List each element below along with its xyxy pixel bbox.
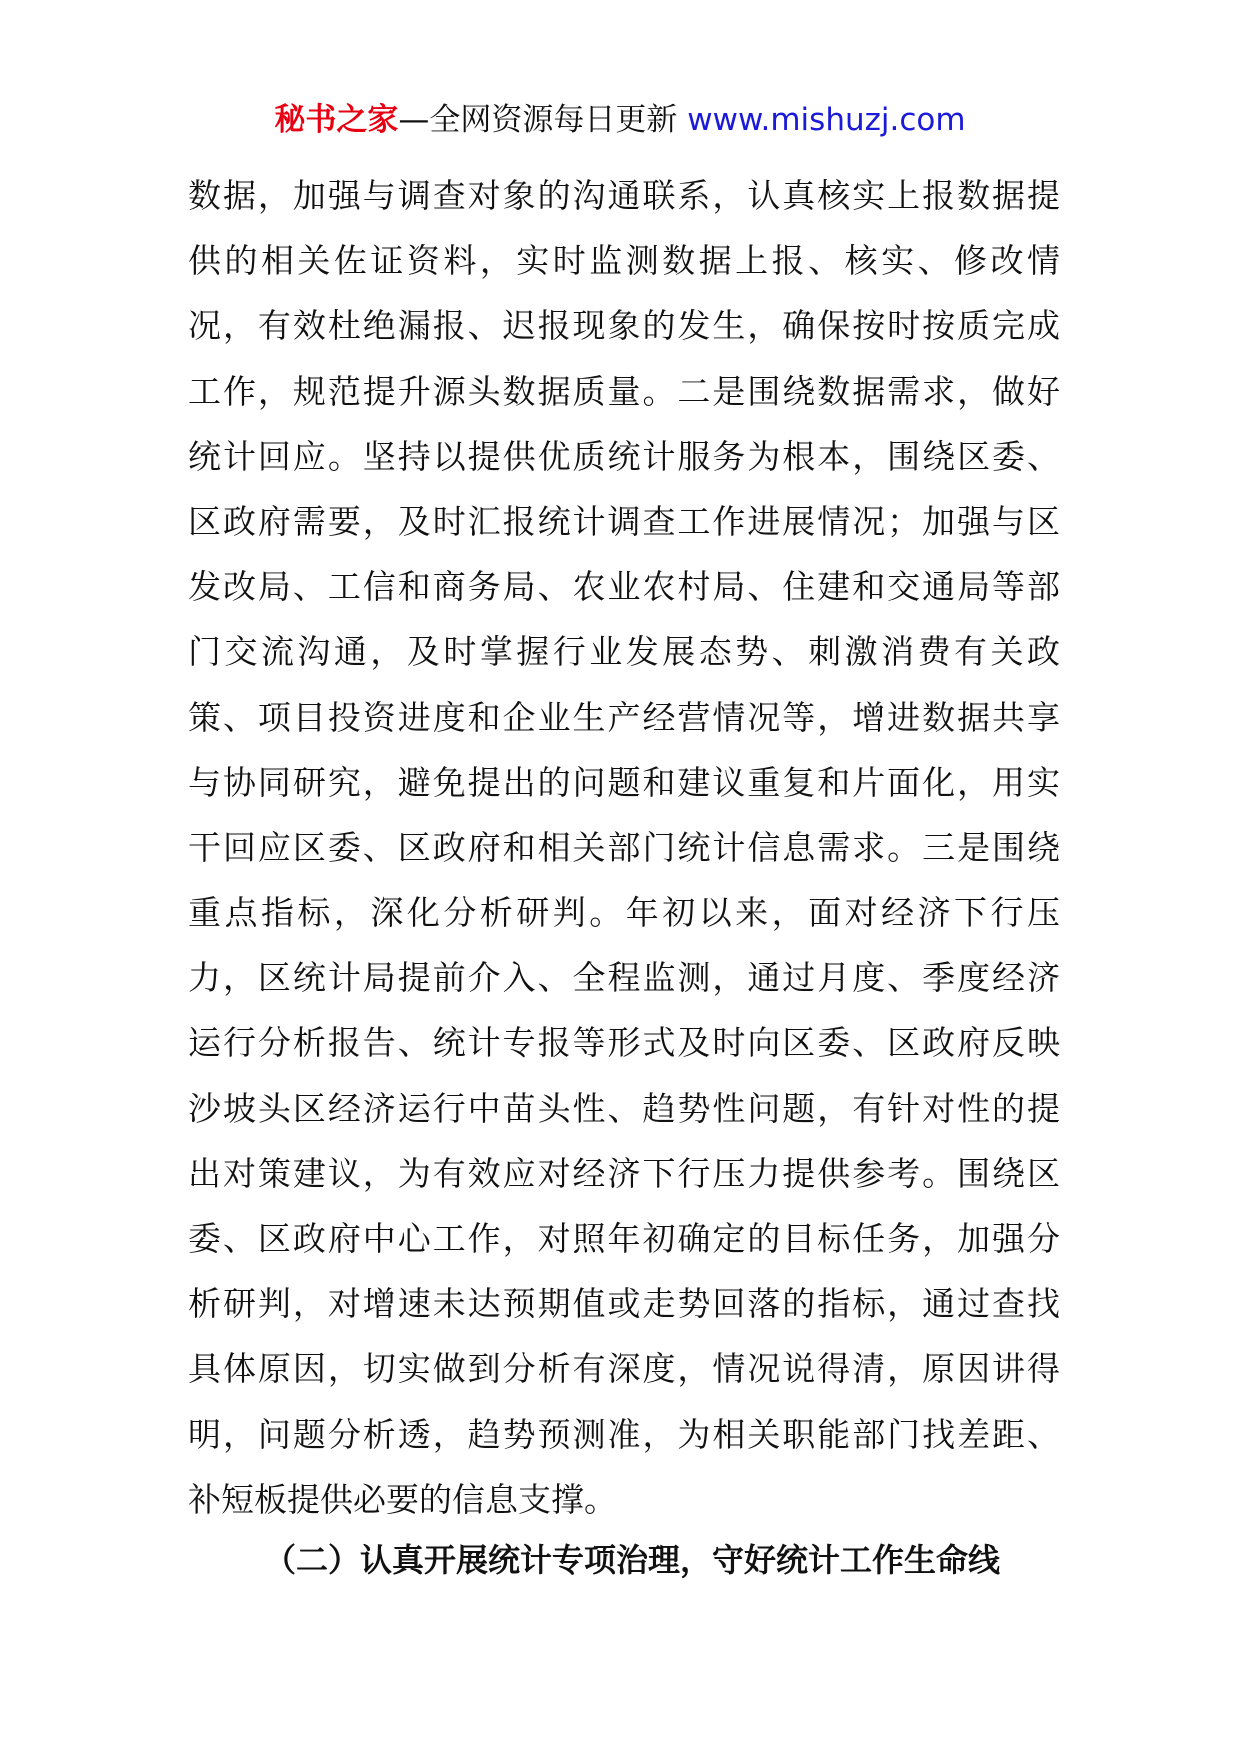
paragraph-line: 干回应区委、区政府和相关部门统计信息需求。三是围绕 — [188, 827, 1060, 867]
paragraph-line: 力，区统计局提前介入、全程监测，通过月度、季度经济 — [188, 958, 1060, 998]
paragraph-line: 明，问题分析透，趋势预测准，为相关职能部门找差距、 — [188, 1414, 1060, 1454]
paragraph-line: 委、区政府中心工作，对照年初确定的目标任务，加强分 — [188, 1219, 1060, 1258]
paragraph-line: 工作，规范提升源头数据质量。二是围绕数据需求，做好 — [188, 371, 1060, 411]
paragraph-line: 区政府需要，及时汇报统计调查工作进展情况；加强与区 — [188, 501, 1060, 541]
section-heading: （二）认真开展统计专项治理，守好统计工作生命线 — [264, 1541, 1001, 1579]
paragraph-line: 策、项目投资进度和企业生产经营情况等，增进数据共享 — [188, 697, 1060, 737]
paragraph-line: 析研判，对增速未达预期值或走势回落的指标，通过查找 — [188, 1284, 1060, 1324]
paragraph-line: 运行分析报告、统计专报等形式及时向区委、区政府反映 — [188, 1023, 1060, 1063]
paragraph-line: 况，有效杜绝漏报、迟报现象的发生，确保按时按质完成 — [188, 306, 1060, 346]
paragraph-line: 具体原因，切实做到分析有深度，情况说得清，原因讲得 — [188, 1349, 1060, 1389]
paragraph-line: 发改局、工信和商务局、农业农村局、住建和交通局等部 — [188, 567, 1060, 607]
site-url-link[interactable]: www.mishuzj.com — [687, 102, 966, 138]
header-slogan: —全网资源每日更新 — [398, 102, 688, 138]
paragraph-line: 与协同研究，避免提出的问题和建议重复和片面化，用实 — [188, 762, 1060, 802]
paragraph-line: 沙坡头区经济运行中苗头性、趋势性问题，有针对性的提 — [188, 1088, 1060, 1128]
paragraph-line: 重点指标，深化分析研判。年初以来，面对经济下行压 — [188, 893, 1060, 933]
paragraph-line: 数据，加强与调查对象的沟通联系，认真核实上报数据提 — [188, 176, 1060, 215]
paragraph-line: 统计回应。坚持以提供优质统计服务为根本，围绕区委、 — [188, 436, 1060, 476]
paragraph-line: 补短板提供必要的信息支撑。 — [188, 1479, 617, 1519]
paragraph-line: 门交流沟通，及时掌握行业发展态势、刺激消费有关政 — [188, 632, 1060, 672]
paragraph-line: 供的相关佐证资料，实时监测数据上报、核实、修改情 — [188, 241, 1060, 281]
page-header — [0, 100, 1240, 140]
paragraph-line: 出对策建议，为有效应对经济下行压力提供参考。围绕区 — [188, 1153, 1060, 1193]
body-paragraph — [188, 163, 1060, 1532]
brand-name: 秘书之家 — [274, 102, 399, 138]
